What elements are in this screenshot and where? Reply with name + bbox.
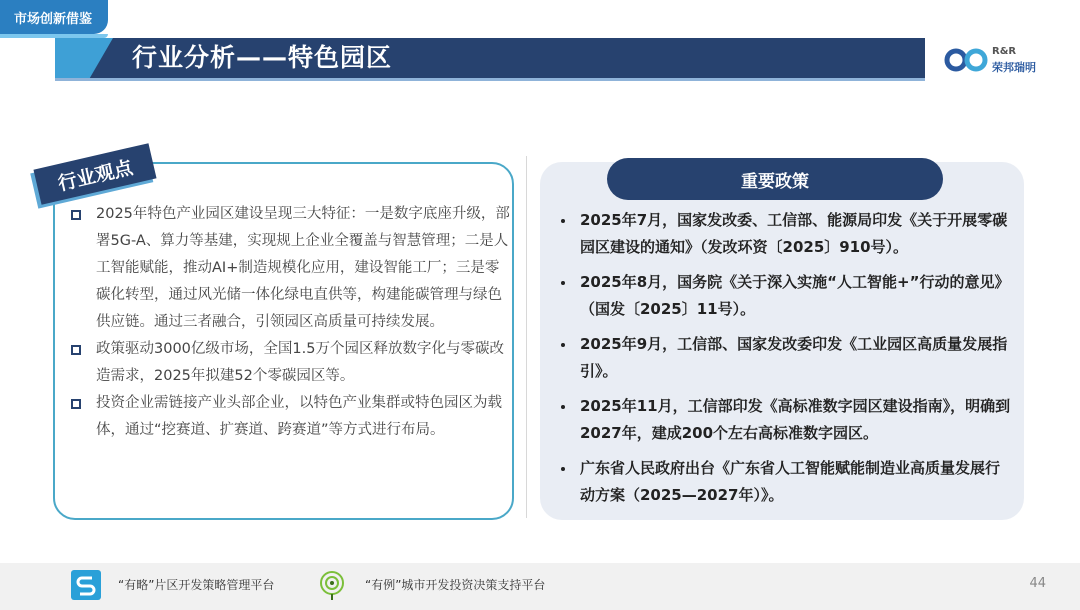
policy-item-text: 2025年7月，国家发改委、工信部、能源局印发《关于开展零碳园区建设的通知》（发改环资〔2025〕910号）。 [580,211,1008,256]
rr-logo-icon [944,46,990,74]
platform-youli-link[interactable]: “有例”城市开发投资决策支持平台 [365,578,546,592]
title-underline [55,78,925,81]
policy-item [560,331,1012,385]
list-item-text: 2025年特色产业园区建设呈现三大特征：一是数字底座升级，部署5G-A、算力等基建，实现规上企业全覆盖与智慧管理；二是人工智能赋能，推动AI+制造规模化应用，建设智能工厂；三是零碳化转型，通过风光储一体化绿电直供等，构建能碳管理与绿色供应链。通过三者融合，引领园区高质量可持续发展。 [96,206,510,330]
policy-item [560,455,1012,509]
list-item-text: 政策驱动3000亿级市场，全国1.5万个园区释放数字化与零碳改造需求，2025年拟建52个零碳园区等。 [96,341,504,384]
policy-item [560,269,1012,323]
square-bullet-icon [71,399,81,409]
company-logo [944,40,1054,80]
target-leaf-icon [316,569,348,601]
industry-view-list [70,201,510,444]
s-logo-icon [70,569,102,601]
policy-item-text: 2025年11月，工信部印发《高标准数字园区建设指南》，明确到2027年，建成200个左右高标准数字园区。 [580,397,1011,442]
policy-item [560,393,1012,447]
policy-list [560,207,1012,517]
logo-rr-text: R&R [992,46,1017,57]
list-item [70,336,510,390]
dot-bullet-icon [561,281,565,285]
square-bullet-icon [71,210,81,220]
list-item [70,390,510,444]
list-item-text: 投资企业需链接产业头部企业，以特色产业集群或特色园区为载体，通过“挖赛道、扩赛道、跨赛道”等方式进行布局。 [96,395,502,438]
policy-item [560,207,1012,261]
industry-view-tag: 行业观点 [33,143,156,205]
policy-heading: 重要政策 [607,158,943,200]
section-tag: 市场创新借鉴 [0,0,108,34]
dot-bullet-icon [561,467,565,471]
page-number: 44 [1029,576,1046,591]
list-item [70,201,510,336]
square-bullet-icon [71,345,81,355]
policy-item-text: 2025年9月，工信部、国家发改委印发《工业园区高质量发展指引》。 [580,335,1008,380]
logo-cn-text: 荣邦瑞明 [992,61,1036,74]
platform-youlve-link[interactable]: “有略”片区开发策略管理平台 [118,578,275,592]
page-title: 行业分析——特色园区 [132,43,393,72]
policy-item-text: 广东省人民政府出台《广东省人工智能赋能制造业高质量发展行动方案（2025—2027年）》。 [580,459,1001,504]
dot-bullet-icon [561,405,565,409]
divider [526,156,527,518]
dot-bullet-icon [561,219,565,223]
dot-bullet-icon [561,343,565,347]
policy-item-text: 2025年8月，国务院《关于深入实施“人工智能+”行动的意见》（国发〔2025〕11号）。 [580,273,1010,318]
